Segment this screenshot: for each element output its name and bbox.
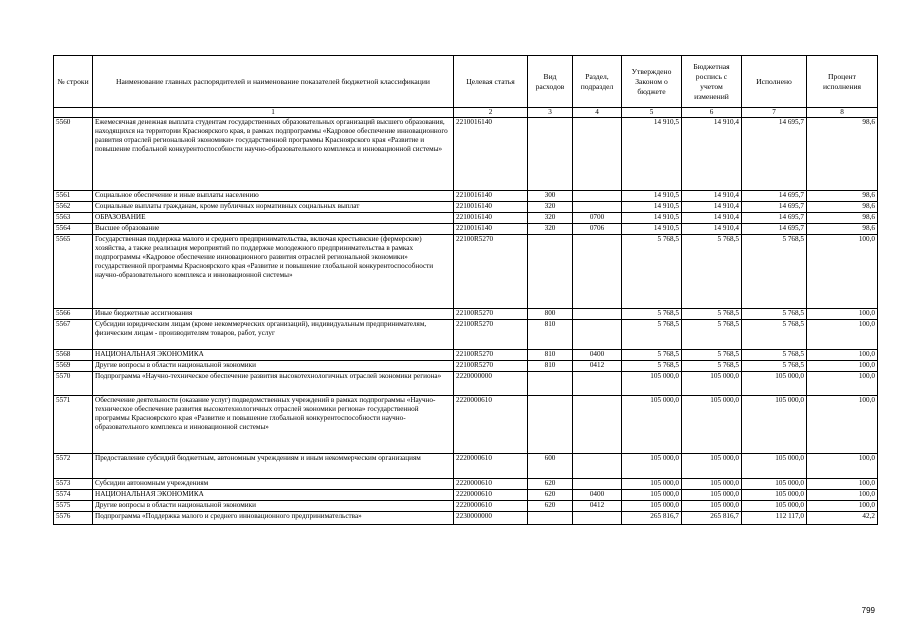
header-row-no: № строки [54, 56, 93, 108]
row-number: 5565 [54, 235, 93, 309]
row-section: 0400 [573, 490, 622, 501]
table-body [54, 118, 878, 525]
row-target-article: 2220000610 [454, 454, 528, 479]
header-target: Целевая статья [454, 56, 528, 108]
row-expense-kind [528, 396, 573, 454]
row-expense-kind [528, 118, 573, 191]
row-number: 5564 [54, 224, 93, 235]
row-budget: 5 768,5 [682, 361, 742, 372]
row-target-article: 2220000610 [454, 501, 528, 512]
row-number: 5566 [54, 309, 93, 320]
row-section: 0700 [573, 213, 622, 224]
row-section [573, 191, 622, 202]
column-number-row [54, 108, 878, 118]
row-approved: 105 000,0 [622, 479, 682, 490]
row-budget: 5 768,5 [682, 350, 742, 361]
row-budget: 14 910,4 [682, 213, 742, 224]
row-approved: 14 910,5 [622, 213, 682, 224]
row-executed: 105 000,0 [742, 396, 807, 454]
row-executed: 105 000,0 [742, 479, 807, 490]
header-approved: Утверждено Законом о бюджете [622, 56, 682, 108]
row-number: 5560 [54, 118, 93, 191]
budget-table [53, 55, 878, 525]
column-number: 4 [573, 108, 622, 118]
row-name: Субсидии автономным учреждениям [93, 479, 454, 490]
row-section [573, 372, 622, 396]
row-target-article: 2220000610 [454, 490, 528, 501]
row-executed: 14 695,7 [742, 191, 807, 202]
row-number: 5574 [54, 490, 93, 501]
row-budget: 105 000,0 [682, 372, 742, 396]
row-budget: 5 768,5 [682, 309, 742, 320]
row-approved: 105 000,0 [622, 501, 682, 512]
column-number: 6 [682, 108, 742, 118]
row-name: Обеспечение деятельности (оказание услуг) подведомственных учреждений в рамках подпрограммы «Научно-техническое обеспечение развития высокотехнологичных отраслей экономики региона» государственной программы Красноярского края «Развитие и повышение глобальной конкурентоспособности научно-образовательного комплекса и инновационной системы» [93, 396, 454, 454]
row-approved: 14 910,5 [622, 202, 682, 213]
row-expense-kind: 600 [528, 454, 573, 479]
row-percent: 98,6 [807, 213, 878, 224]
table-row [54, 235, 878, 309]
row-expense-kind: 620 [528, 490, 573, 501]
row-name: Государственная поддержка малого и среднего предпринимательства, включая крестьянские (фермерские) хозяйства, а также реализация мероприятий по поддержке молодежного предпринимательства в рамках подпрограммы «Кадровое обеспечение инновационного развития отраслей региональной экономики» государственной программы Красноярского края «Развитие и повышение глобальной конкурентоспособности научно-образовательного комплекса и инновационной системы» [93, 235, 454, 309]
row-name: Социальные выплаты гражданам, кроме публичных нормативных социальных выплат [93, 202, 454, 213]
row-approved: 14 910,5 [622, 191, 682, 202]
row-name: Подпрограмма «Поддержка малого и среднего инновационного предпринимательства» [93, 512, 454, 525]
row-executed: 5 768,5 [742, 361, 807, 372]
row-budget: 105 000,0 [682, 454, 742, 479]
row-number: 5572 [54, 454, 93, 479]
header-kind: Вид расходов [528, 56, 573, 108]
table-row [54, 118, 878, 191]
row-approved: 105 000,0 [622, 454, 682, 479]
header-percent: Процент исполнения [807, 56, 878, 108]
row-target-article: 2230000000 [454, 512, 528, 525]
row-section [573, 118, 622, 191]
table-row [54, 372, 878, 396]
row-name: Другие вопросы в области национальной экономики [93, 361, 454, 372]
row-approved: 14 910,5 [622, 224, 682, 235]
column-number: 2 [454, 108, 528, 118]
table-row [54, 361, 878, 372]
row-percent: 98,6 [807, 224, 878, 235]
table-row [54, 320, 878, 350]
row-target-article: 22100R5270 [454, 309, 528, 320]
row-percent: 100,0 [807, 320, 878, 350]
table-row [54, 479, 878, 490]
row-section [573, 309, 622, 320]
row-target-article: 2210016140 [454, 213, 528, 224]
row-number: 5568 [54, 350, 93, 361]
row-number: 5561 [54, 191, 93, 202]
row-name: НАЦИОНАЛЬНАЯ ЭКОНОМИКА [93, 490, 454, 501]
header-row [54, 56, 878, 108]
row-section: 0412 [573, 361, 622, 372]
row-section [573, 479, 622, 490]
table-row [54, 224, 878, 235]
column-number: 1 [93, 108, 454, 118]
row-target-article: 22100R5270 [454, 320, 528, 350]
row-budget: 14 910,4 [682, 224, 742, 235]
row-target-article: 22100R5270 [454, 361, 528, 372]
row-percent: 100,0 [807, 501, 878, 512]
row-percent: 100,0 [807, 309, 878, 320]
table-row [54, 454, 878, 479]
row-name: Другие вопросы в области национальной экономики [93, 501, 454, 512]
row-executed: 105 000,0 [742, 490, 807, 501]
row-section [573, 320, 622, 350]
row-approved: 105 000,0 [622, 372, 682, 396]
row-executed: 5 768,5 [742, 235, 807, 309]
row-section [573, 202, 622, 213]
table-row [54, 191, 878, 202]
row-expense-kind [528, 512, 573, 525]
row-expense-kind: 320 [528, 224, 573, 235]
table-row [54, 350, 878, 361]
row-budget: 14 910,4 [682, 118, 742, 191]
row-expense-kind [528, 372, 573, 396]
row-target-article: 2210016140 [454, 191, 528, 202]
row-name: Ежемесячная денежная выплата студентам государственных образовательных организаций высшего образования, находящихся на территории Красноярского края, в рамках подпрограммы «Кадровое обеспечение инновационного развития отраслей региональной экономики» государственной программы Красноярского края «Развитие и повышение глобальной конкурентоспособности научно-образовательного комплекса и инновационной системы» [93, 118, 454, 191]
row-percent: 100,0 [807, 490, 878, 501]
header-budget: Бюджетная роспись с учетом изменений [682, 56, 742, 108]
row-approved: 5 768,5 [622, 235, 682, 309]
table-row [54, 309, 878, 320]
row-section: 0412 [573, 501, 622, 512]
row-approved: 105 000,0 [622, 490, 682, 501]
budget-sheet [53, 55, 877, 525]
row-percent: 100,0 [807, 372, 878, 396]
row-number: 5567 [54, 320, 93, 350]
row-budget: 5 768,5 [682, 235, 742, 309]
row-approved: 14 910,5 [622, 118, 682, 191]
row-target-article: 22100R5270 [454, 350, 528, 361]
table-row [54, 396, 878, 454]
row-expense-kind: 620 [528, 501, 573, 512]
row-budget: 105 000,0 [682, 479, 742, 490]
row-executed: 105 000,0 [742, 372, 807, 396]
row-name: НАЦИОНАЛЬНАЯ ЭКОНОМИКА [93, 350, 454, 361]
row-number: 5573 [54, 479, 93, 490]
row-executed: 14 695,7 [742, 202, 807, 213]
row-section: 0706 [573, 224, 622, 235]
row-executed: 5 768,5 [742, 350, 807, 361]
row-approved: 5 768,5 [622, 320, 682, 350]
row-target-article: 2210016140 [454, 202, 528, 213]
row-name: Высшее образование [93, 224, 454, 235]
row-budget: 5 768,5 [682, 320, 742, 350]
row-executed: 112 117,0 [742, 512, 807, 525]
row-budget: 14 910,4 [682, 202, 742, 213]
row-name: ОБРАЗОВАНИЕ [93, 213, 454, 224]
row-expense-kind: 300 [528, 191, 573, 202]
page-number: 799 [861, 606, 875, 615]
column-number [54, 108, 93, 118]
row-expense-kind: 620 [528, 479, 573, 490]
row-budget: 105 000,0 [682, 396, 742, 454]
row-section [573, 235, 622, 309]
table-row [54, 202, 878, 213]
column-number: 8 [807, 108, 878, 118]
row-expense-kind: 320 [528, 202, 573, 213]
header-section: Раздел, подраздел [573, 56, 622, 108]
row-section [573, 396, 622, 454]
row-name: Предоставление субсидий бюджетным, автономным учреждениям и иным некоммерческим организациям [93, 454, 454, 479]
table-row [54, 512, 878, 525]
row-percent: 100,0 [807, 396, 878, 454]
column-number: 5 [622, 108, 682, 118]
row-target-article: 22100R5270 [454, 235, 528, 309]
column-number: 3 [528, 108, 573, 118]
row-number: 5575 [54, 501, 93, 512]
row-executed: 105 000,0 [742, 454, 807, 479]
row-name: Социальное обеспечение и иные выплаты населению [93, 191, 454, 202]
row-budget: 265 816,7 [682, 512, 742, 525]
row-percent: 98,6 [807, 202, 878, 213]
table-row [54, 213, 878, 224]
row-approved: 5 768,5 [622, 309, 682, 320]
row-executed: 14 695,7 [742, 224, 807, 235]
row-number: 5570 [54, 372, 93, 396]
row-number: 5569 [54, 361, 93, 372]
row-number: 5562 [54, 202, 93, 213]
row-target-article: 2220000610 [454, 396, 528, 454]
row-percent: 100,0 [807, 361, 878, 372]
table-row [54, 490, 878, 501]
row-percent: 42,2 [807, 512, 878, 525]
row-expense-kind: 810 [528, 361, 573, 372]
row-executed: 14 695,7 [742, 213, 807, 224]
row-approved: 5 768,5 [622, 350, 682, 361]
header-name: Наименование главных распорядителей и наименование показателей бюджетной классификации [93, 56, 454, 108]
row-percent: 100,0 [807, 479, 878, 490]
row-expense-kind: 810 [528, 350, 573, 361]
row-budget: 14 910,4 [682, 191, 742, 202]
row-expense-kind: 810 [528, 320, 573, 350]
row-executed: 5 768,5 [742, 309, 807, 320]
row-percent: 98,6 [807, 118, 878, 191]
row-approved: 5 768,5 [622, 361, 682, 372]
row-section: 0400 [573, 350, 622, 361]
row-approved: 105 000,0 [622, 396, 682, 454]
row-target-article: 2220000000 [454, 372, 528, 396]
row-approved: 265 816,7 [622, 512, 682, 525]
row-name: Субсидии юридическим лицам (кроме некоммерческих организаций), индивидуальным предпринимателям, физическим лицам - производителям товаров, работ, услуг [93, 320, 454, 350]
row-executed: 14 695,7 [742, 118, 807, 191]
row-number: 5576 [54, 512, 93, 525]
row-percent: 98,6 [807, 191, 878, 202]
row-target-article: 2210016140 [454, 118, 528, 191]
row-percent: 100,0 [807, 235, 878, 309]
row-number: 5571 [54, 396, 93, 454]
row-executed: 105 000,0 [742, 501, 807, 512]
row-percent: 100,0 [807, 350, 878, 361]
row-expense-kind: 800 [528, 309, 573, 320]
row-number: 5563 [54, 213, 93, 224]
row-budget: 105 000,0 [682, 490, 742, 501]
row-percent: 100,0 [807, 454, 878, 479]
row-name: Иные бюджетные ассигнования [93, 309, 454, 320]
row-section [573, 454, 622, 479]
row-executed: 5 768,5 [742, 320, 807, 350]
row-section [573, 512, 622, 525]
table-row [54, 501, 878, 512]
column-number: 7 [742, 108, 807, 118]
header-executed: Исполнено [742, 56, 807, 108]
row-budget: 105 000,0 [682, 501, 742, 512]
row-expense-kind: 320 [528, 213, 573, 224]
row-target-article: 2210016140 [454, 224, 528, 235]
row-expense-kind [528, 235, 573, 309]
row-name: Подпрограмма «Научно-техническое обеспечение развития высокотехнологичных отраслей экономики региона» [93, 372, 454, 396]
row-target-article: 2220000610 [454, 479, 528, 490]
